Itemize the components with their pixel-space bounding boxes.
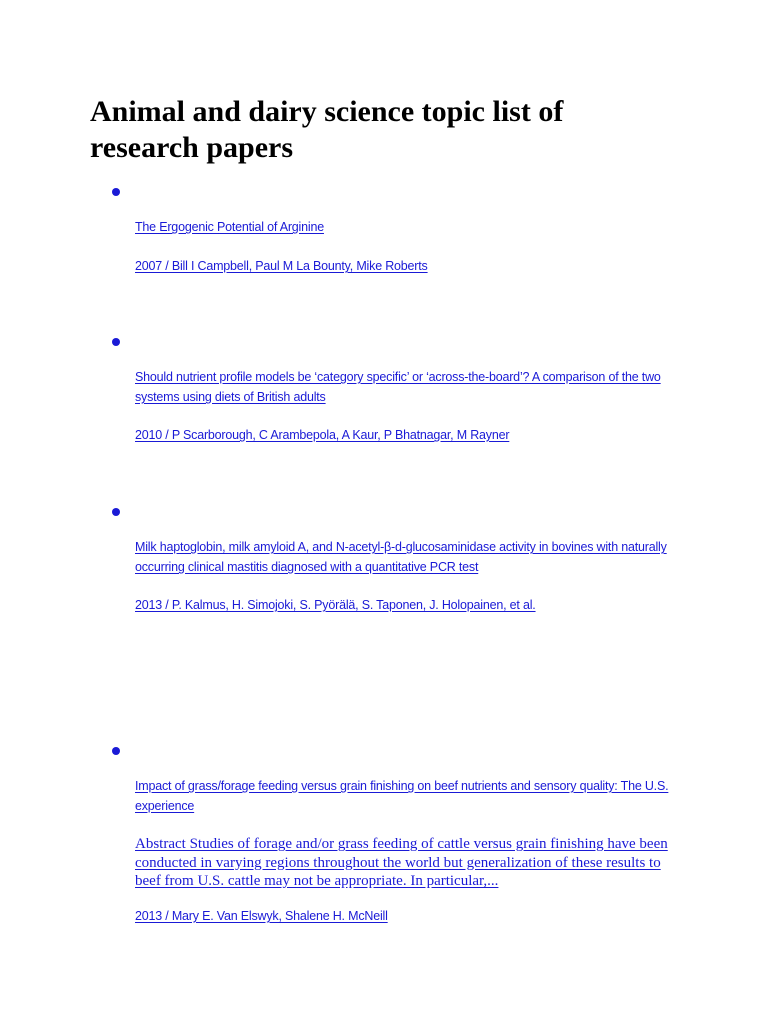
paper-1-title-link[interactable]: The Ergogenic Potential of Arginine — [135, 220, 324, 234]
list-bullet-1 — [112, 188, 120, 196]
paper-4-abstract-link[interactable]: Abstract Studies of forage and/or grass feeding of cattle versus grain finishing have been conducted in varying regions throughout the world but generalization of these results to beef from U.S. cattle may not be appropriate. In particular,... — [135, 836, 668, 889]
list-bullet-2 — [112, 338, 120, 346]
paper-3-title-link[interactable]: Milk haptoglobin, milk amyloid A, and N-acetyl-β-d-glucosaminidase activity in bovines with naturally occurring clinical mastitis diagnosed with a quantitative PCR test — [135, 540, 667, 574]
paper-1-meta-link[interactable]: 2007 / Bill I Campbell, Paul M La Bounty, Mike Roberts — [135, 259, 428, 273]
paper-4-title-link[interactable]: Impact of grass/forage feeding versus grain finishing on beef nutrients and sensory quality: The U.S. experience — [135, 779, 669, 813]
paper-2-meta-link[interactable]: 2010 / P Scarborough, C Arambepola, A Kaur, P Bhatnagar, M Rayner — [135, 428, 510, 442]
list-bullet-3 — [112, 508, 120, 516]
paper-4-meta-link[interactable]: 2013 / Mary E. Van Elswyk, Shalene H. McNeill — [135, 909, 388, 923]
page-title: Animal and dairy science topic list of research papers — [90, 95, 564, 164]
paper-2-title-link[interactable]: Should nutrient profile models be ‘category specific’ or ‘across-the-board’? A comparison of the two systems using diets of British adults — [135, 370, 661, 404]
paper-3-meta-link[interactable]: 2013 / P. Kalmus, H. Simojoki, S. Pyörälä, S. Taponen, J. Holopainen, et al. — [135, 598, 536, 612]
list-bullet-4 — [112, 747, 120, 755]
